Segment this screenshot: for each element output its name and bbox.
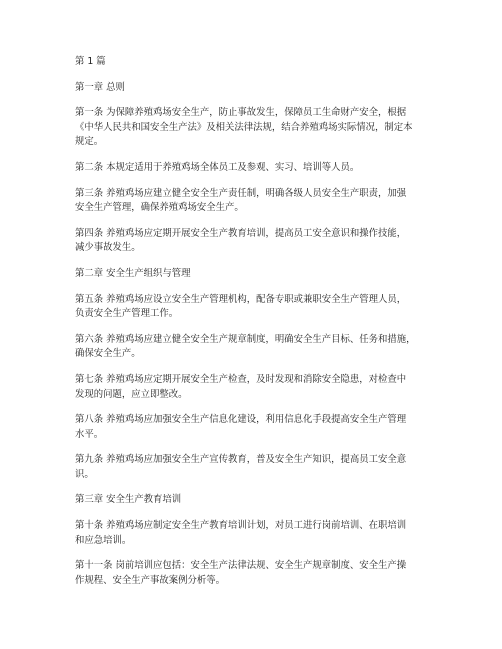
article-paragraph: 第十条 养殖鸡场应制定安全生产教育培训计划，对员工进行岗前培训、在职培训 和应急培训。 (75, 520, 407, 546)
article-paragraph: 第九条 养殖鸡场应加强安全生产宣传教育，普及安全生产知识，提高员工安全意 识。 (75, 454, 407, 480)
part-label: 第 1 篇 (75, 56, 106, 67)
article-paragraph: 第五条 养殖鸡场应设立安全生产管理机构，配备专职或兼职安全生产管理人员， 负责安全生产管理工作。 (75, 293, 407, 320)
chapter-heading: 第三章 安全生产教育培训 (75, 494, 182, 506)
article-paragraph: 第三条 养殖鸡场应建立健全安全生产责任制，明确各级人员安全生产职责，加强 安全生产管理，确保养殖鸡场安全生产。 (75, 187, 407, 214)
chapter-heading: 第一章 总则 (75, 81, 125, 93)
article-paragraph: 第四条 养殖鸡场应定期开展安全生产教育培训，提高员工安全意识和操作技能， 减少事故发生。 (75, 227, 407, 254)
article-paragraph: 第十一条 岗前培训应包括：安全生产法律法规、安全生产规章制度、安全生产操 作规程、安全生产事故案例分析等。 (75, 560, 407, 586)
article-paragraph: 第二条 本规定适用于养殖鸡场全体员工及参观、实习、培训等人员。 (75, 161, 360, 173)
article-paragraph: 第七条 养殖鸡场应定期开展安全生产检查，及时发现和消除安全隐患，对检查中 发现的问题，应立即整改。 (75, 373, 407, 400)
article-paragraph: 第六条 养殖鸡场应建立健全安全生产规章制度，明确安全生产目标、任务和措施， 确保安全生产。 (75, 333, 416, 360)
article-paragraph: 第八条 养殖鸡场应加强安全生产信息化建设，利用信息化手段提高安全生产管理 水平。 (75, 414, 407, 440)
document-body (75, 55, 435, 599)
article-paragraph: 第一条 为保障养殖鸡场安全生产，防止事故发生，保障员工生命财产安全，根据 《中华人民共和国安全生产法》及相关法律法规，结合养殖鸡场实际情况，制定本 规定。 (75, 107, 413, 148)
chapter-heading: 第二章 安全生产组织与管理 (75, 267, 191, 279)
